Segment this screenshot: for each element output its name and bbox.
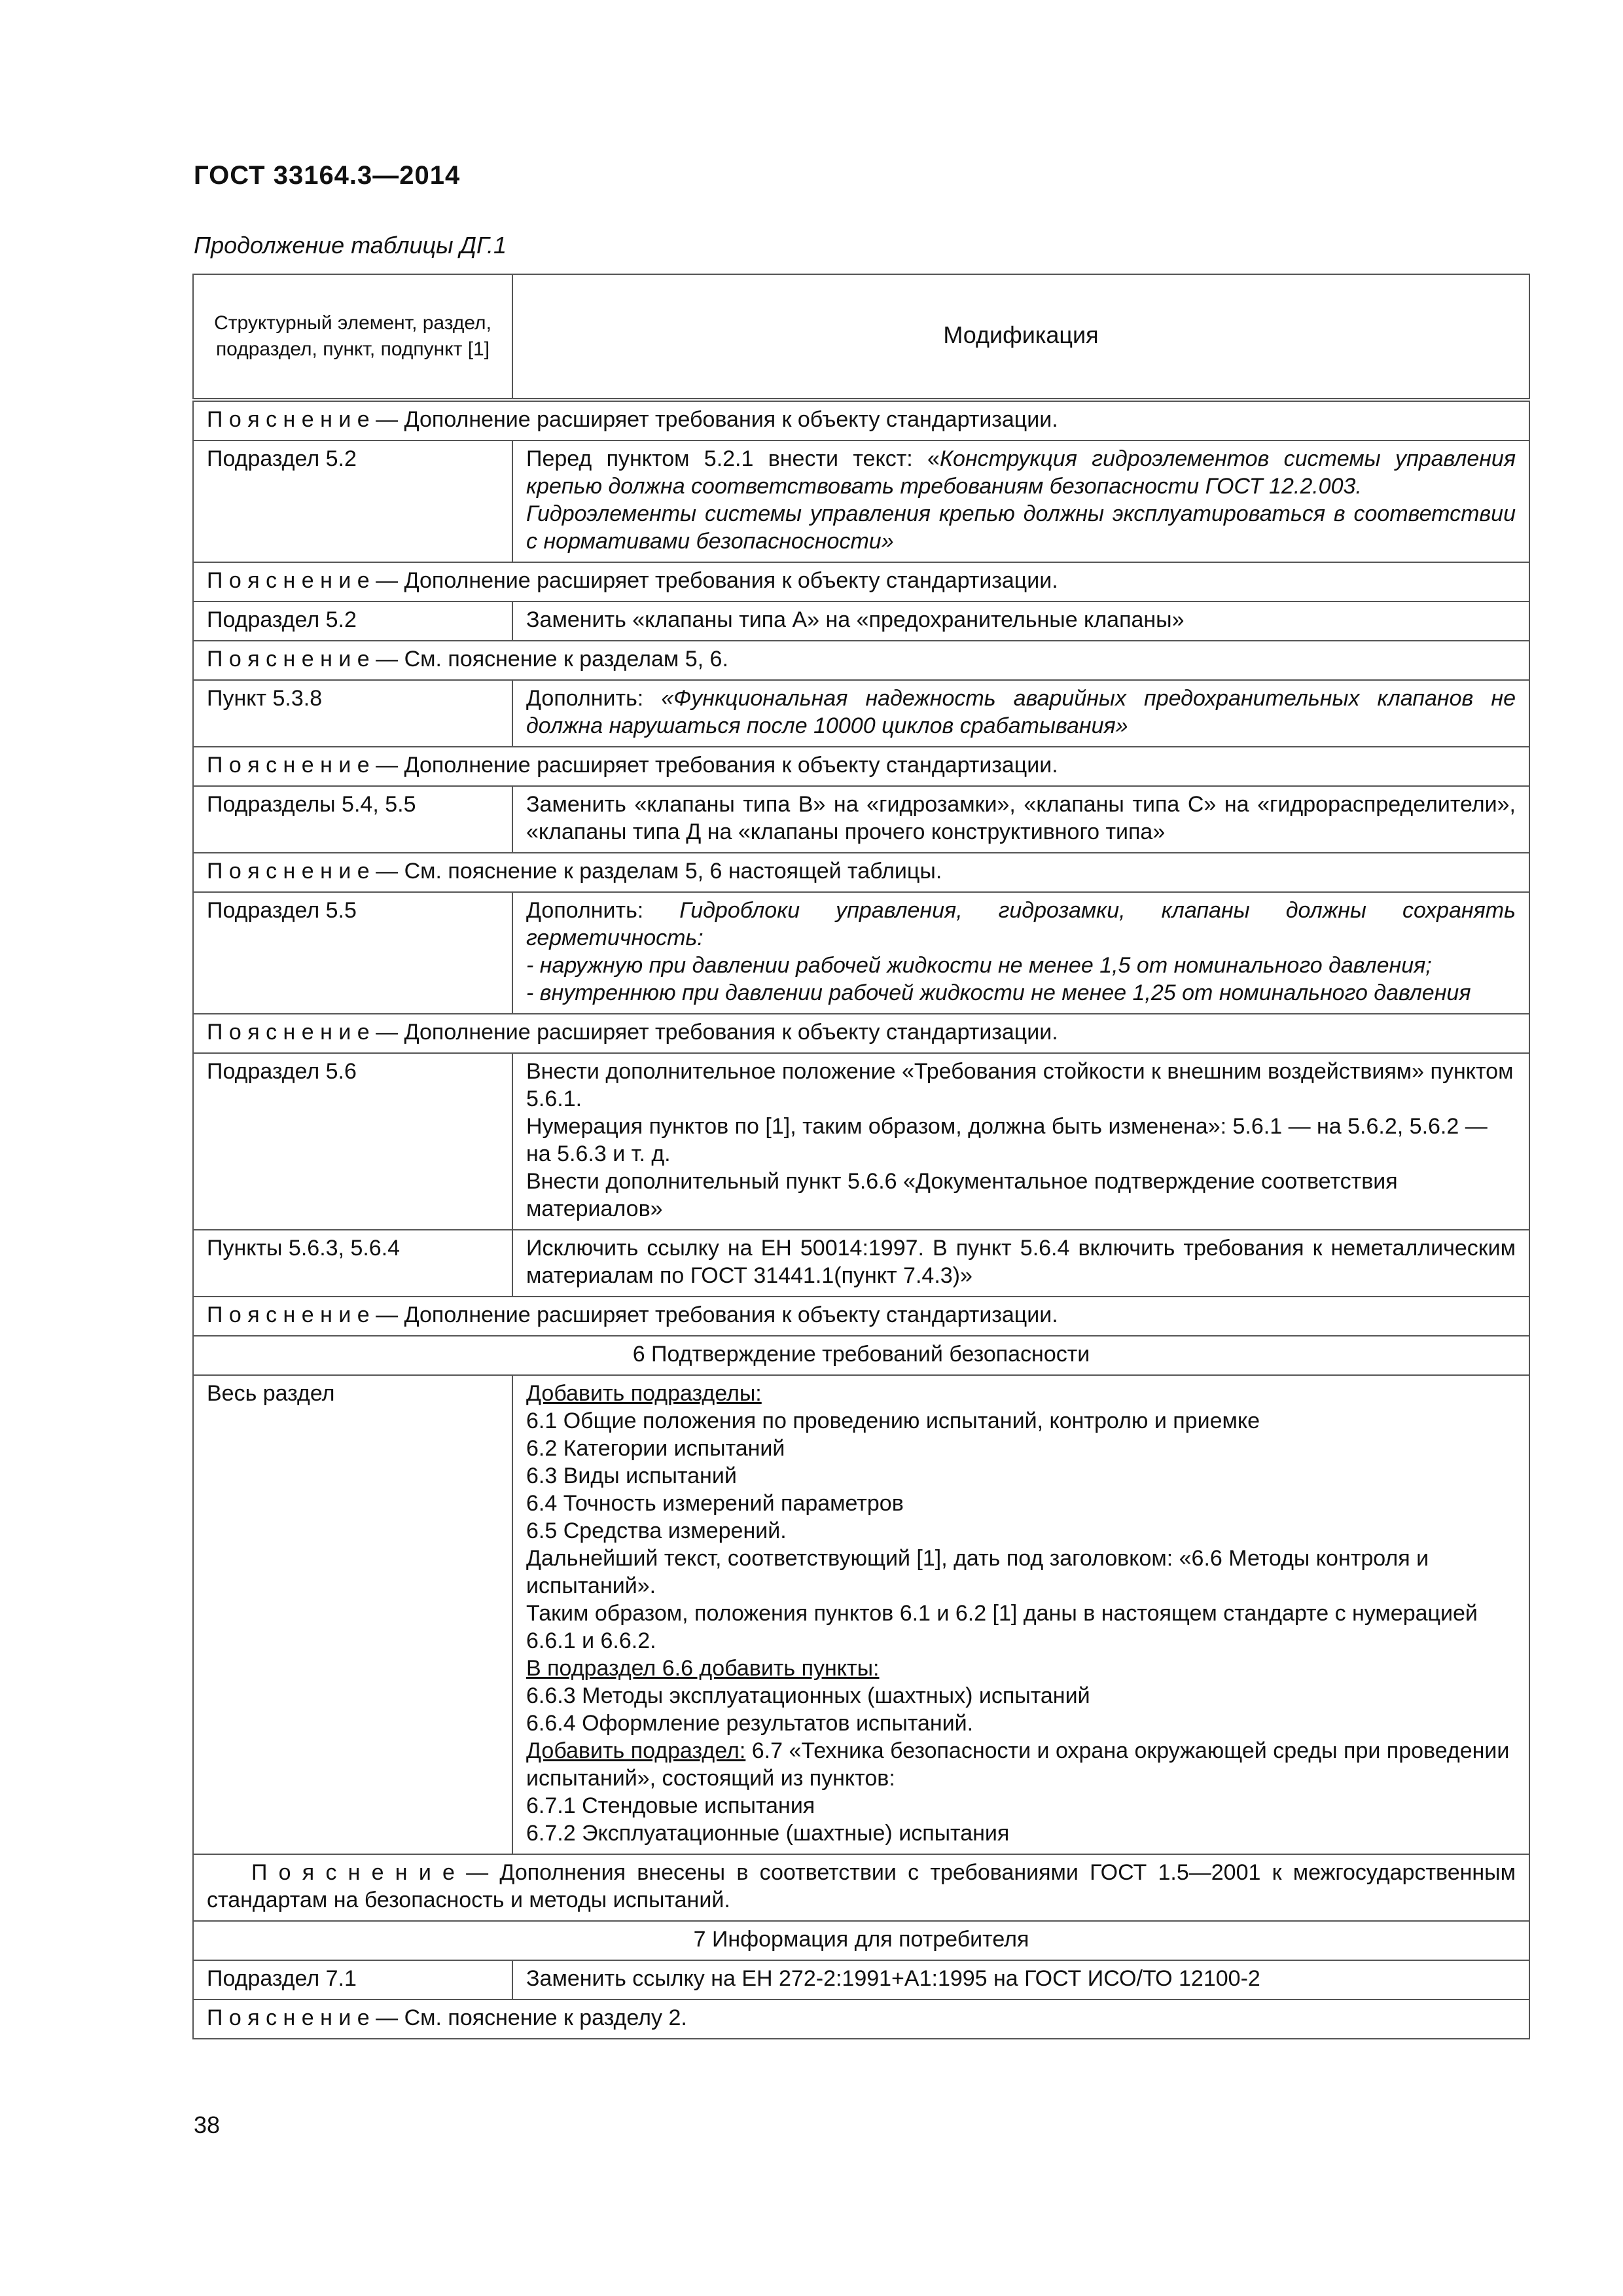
row-element: Подраздел 5.5 [193,892,512,1014]
row-modification: Добавить подразделы: 6.1 Общие положения по проведению испытаний, контролю и приемке 6.2 Категории испытаний 6.3 Виды испытаний 6.4 Точность измерений параметров 6.5 Средства измерений. Дальнейший текст, соответствующий [1], дать под заголовком: «6.6 Методы контроля и испытаний». Таким образом, положения пунктов 6.1 и 6.2 [1] даны в настоящем стандарте с нумерацией 6.6.1 и 6.6.2. В подраздел 6.6 добавить пункты: 6.6.3 Методы эксплуатационных (шахтных) испытаний 6.6.4 Оформление результатов испытаний. Добавить подраздел: 6.7 «Техника безопасности и охрана окружающей среды при проведении испытаний», состоящий из пунктов: 6.7.1 Стендовые испытания 6.7.2 Эксплуатационные (шахтные) испытания [512,1375,1529,1854]
note-label: П о я с н е н и е — [207,407,399,432]
table-row [193,601,1529,641]
section-heading: 6 Подтверждение требований безопасности [193,1336,1529,1375]
row-element: Подразделы 5.4, 5.5 [193,786,512,853]
column-header-element: Структурный элемент, раздел, подраздел, пункт, подпункт [1] [193,274,512,400]
row-modification: Перед пунктом 5.2.1 внести текст: «Конструкция гидроэлементов системы управления крепью должна соответствовать требованиям безопасности ГОСТ 12.2.003. Гидроэлементы системы управления крепью должны эксплуатироваться в соответствии с нормативами безопасносности» [512,440,1529,562]
column-header-modification: Модификация [512,274,1529,400]
note-text: Дополнение расширяет требования к объекту стандартизации. [404,753,1058,778]
row-modification: Дополнить: Гидроблоки управления, гидрозамки, клапаны должны сохранять герметичность: - наружную при давлении рабочей жидкости не менее 1,5 от номинального давления; - внутреннюю при давлении рабочей жидкости не менее 1,25 от номинального давления [512,892,1529,1014]
note-text: См. пояснение к разделам 5, 6. [404,647,728,672]
note-row [193,747,1529,786]
table-caption: Продолжение таблицы ДГ.1 [194,232,507,259]
row-modification: Дополнить: «Функциональная надежность аварийных предохранительных клапанов не должна нарушаться после 10000 циклов срабатывания» [512,680,1529,747]
note-label: П о я с н е н и е — [251,1860,489,1885]
document-id: ГОСТ 33164.3—2014 [194,161,461,190]
section-heading-row [193,1336,1529,1375]
note-label: П о я с н е н и е — [207,859,399,884]
note-text: Дополнение расширяет требования к объекту стандартизации. [404,568,1058,593]
note-text: Дополнение расширяет требования к объекту стандартизации. [404,1302,1058,1327]
row-element: Подраздел 5.6 [193,1053,512,1230]
table-row [193,892,1529,1014]
note-row [193,400,1529,440]
note-row [193,1014,1529,1053]
note-row [193,641,1529,680]
table-row [193,680,1529,747]
row-element: Пункты 5.6.3, 5.6.4 [193,1230,512,1297]
table-row [193,1230,1529,1297]
row-element: Подраздел 5.2 [193,440,512,562]
note-row [193,853,1529,892]
note-row [193,1297,1529,1336]
note-label: П о я с н е н и е — [207,1020,399,1045]
row-element: Весь раздел [193,1375,512,1854]
note-row [193,1854,1529,1921]
row-modification: Внести дополнительное положение «Требования стойкости к внешним воздействиям» пунктом 5.6.1. Нумерация пунктов по [1], таким образом, должна быть изменена»: 5.6.1 — на 5.6.2, 5.6.2 — на 5.6.3 и т. д. Внести дополнительный пункт 5.6.6 «Документальное подтверждение соответствия материалов» [512,1053,1529,1230]
note-text: Дополнение расширяет требования к объекту стандартизации. [404,407,1058,432]
note-row [193,562,1529,601]
note-label: П о я с н е н и е — [207,568,399,593]
note-label: П о я с н е н и е — [207,2005,399,2030]
note-text: См. пояснение к разделу 2. [404,2005,687,2030]
note-label: П о я с н е н и е — [207,647,399,672]
page-number: 38 [194,2111,221,2138]
table-header-row [193,274,1529,400]
row-modification: Заменить ссылку на ЕН 272-2:1991+А1:1995 на ГОСТ ИСО/ТО 12100-2 [512,1960,1529,2000]
table-row [193,786,1529,853]
note-row [193,2000,1529,2039]
note-text: Дополнение расширяет требования к объекту стандартизации. [404,1020,1058,1045]
table-row [193,1053,1529,1230]
row-element: Пункт 5.3.8 [193,680,512,747]
row-element: Подраздел 7.1 [193,1960,512,2000]
row-element: Подраздел 5.2 [193,601,512,641]
note-text: См. пояснение к разделам 5, 6 настоящей таблицы. [404,859,942,884]
note-label: П о я с н е н и е — [207,1302,399,1327]
note-text: Дополнения внесены в соответствии с требованиями ГОСТ 1.5—2001 к межгосударственным стандартам на безопасность и методы испытаний. [207,1860,1516,1912]
note-label: П о я с н е н и е — [207,753,399,778]
section-heading: 7 Информация для потребителя [193,1921,1529,1960]
table-row [193,1375,1529,1854]
modification-table [192,274,1530,2039]
table-row [193,440,1529,562]
row-modification: Заменить «клапаны типа А» на «предохранительные клапаны» [512,601,1529,641]
table-row [193,1960,1529,2000]
row-modification: Заменить «клапаны типа В» на «гидрозамки», «клапаны типа С» на «гидрораспределители», «клапаны типа Д на «клапаны прочего конструктивного типа» [512,786,1529,853]
section-heading-row [193,1921,1529,1960]
row-modification: Исключить ссылку на ЕН 50014:1997. В пункт 5.6.4 включить требования к неметаллическим материалам по ГОСТ 31441.1(пункт 7.4.3)» [512,1230,1529,1297]
